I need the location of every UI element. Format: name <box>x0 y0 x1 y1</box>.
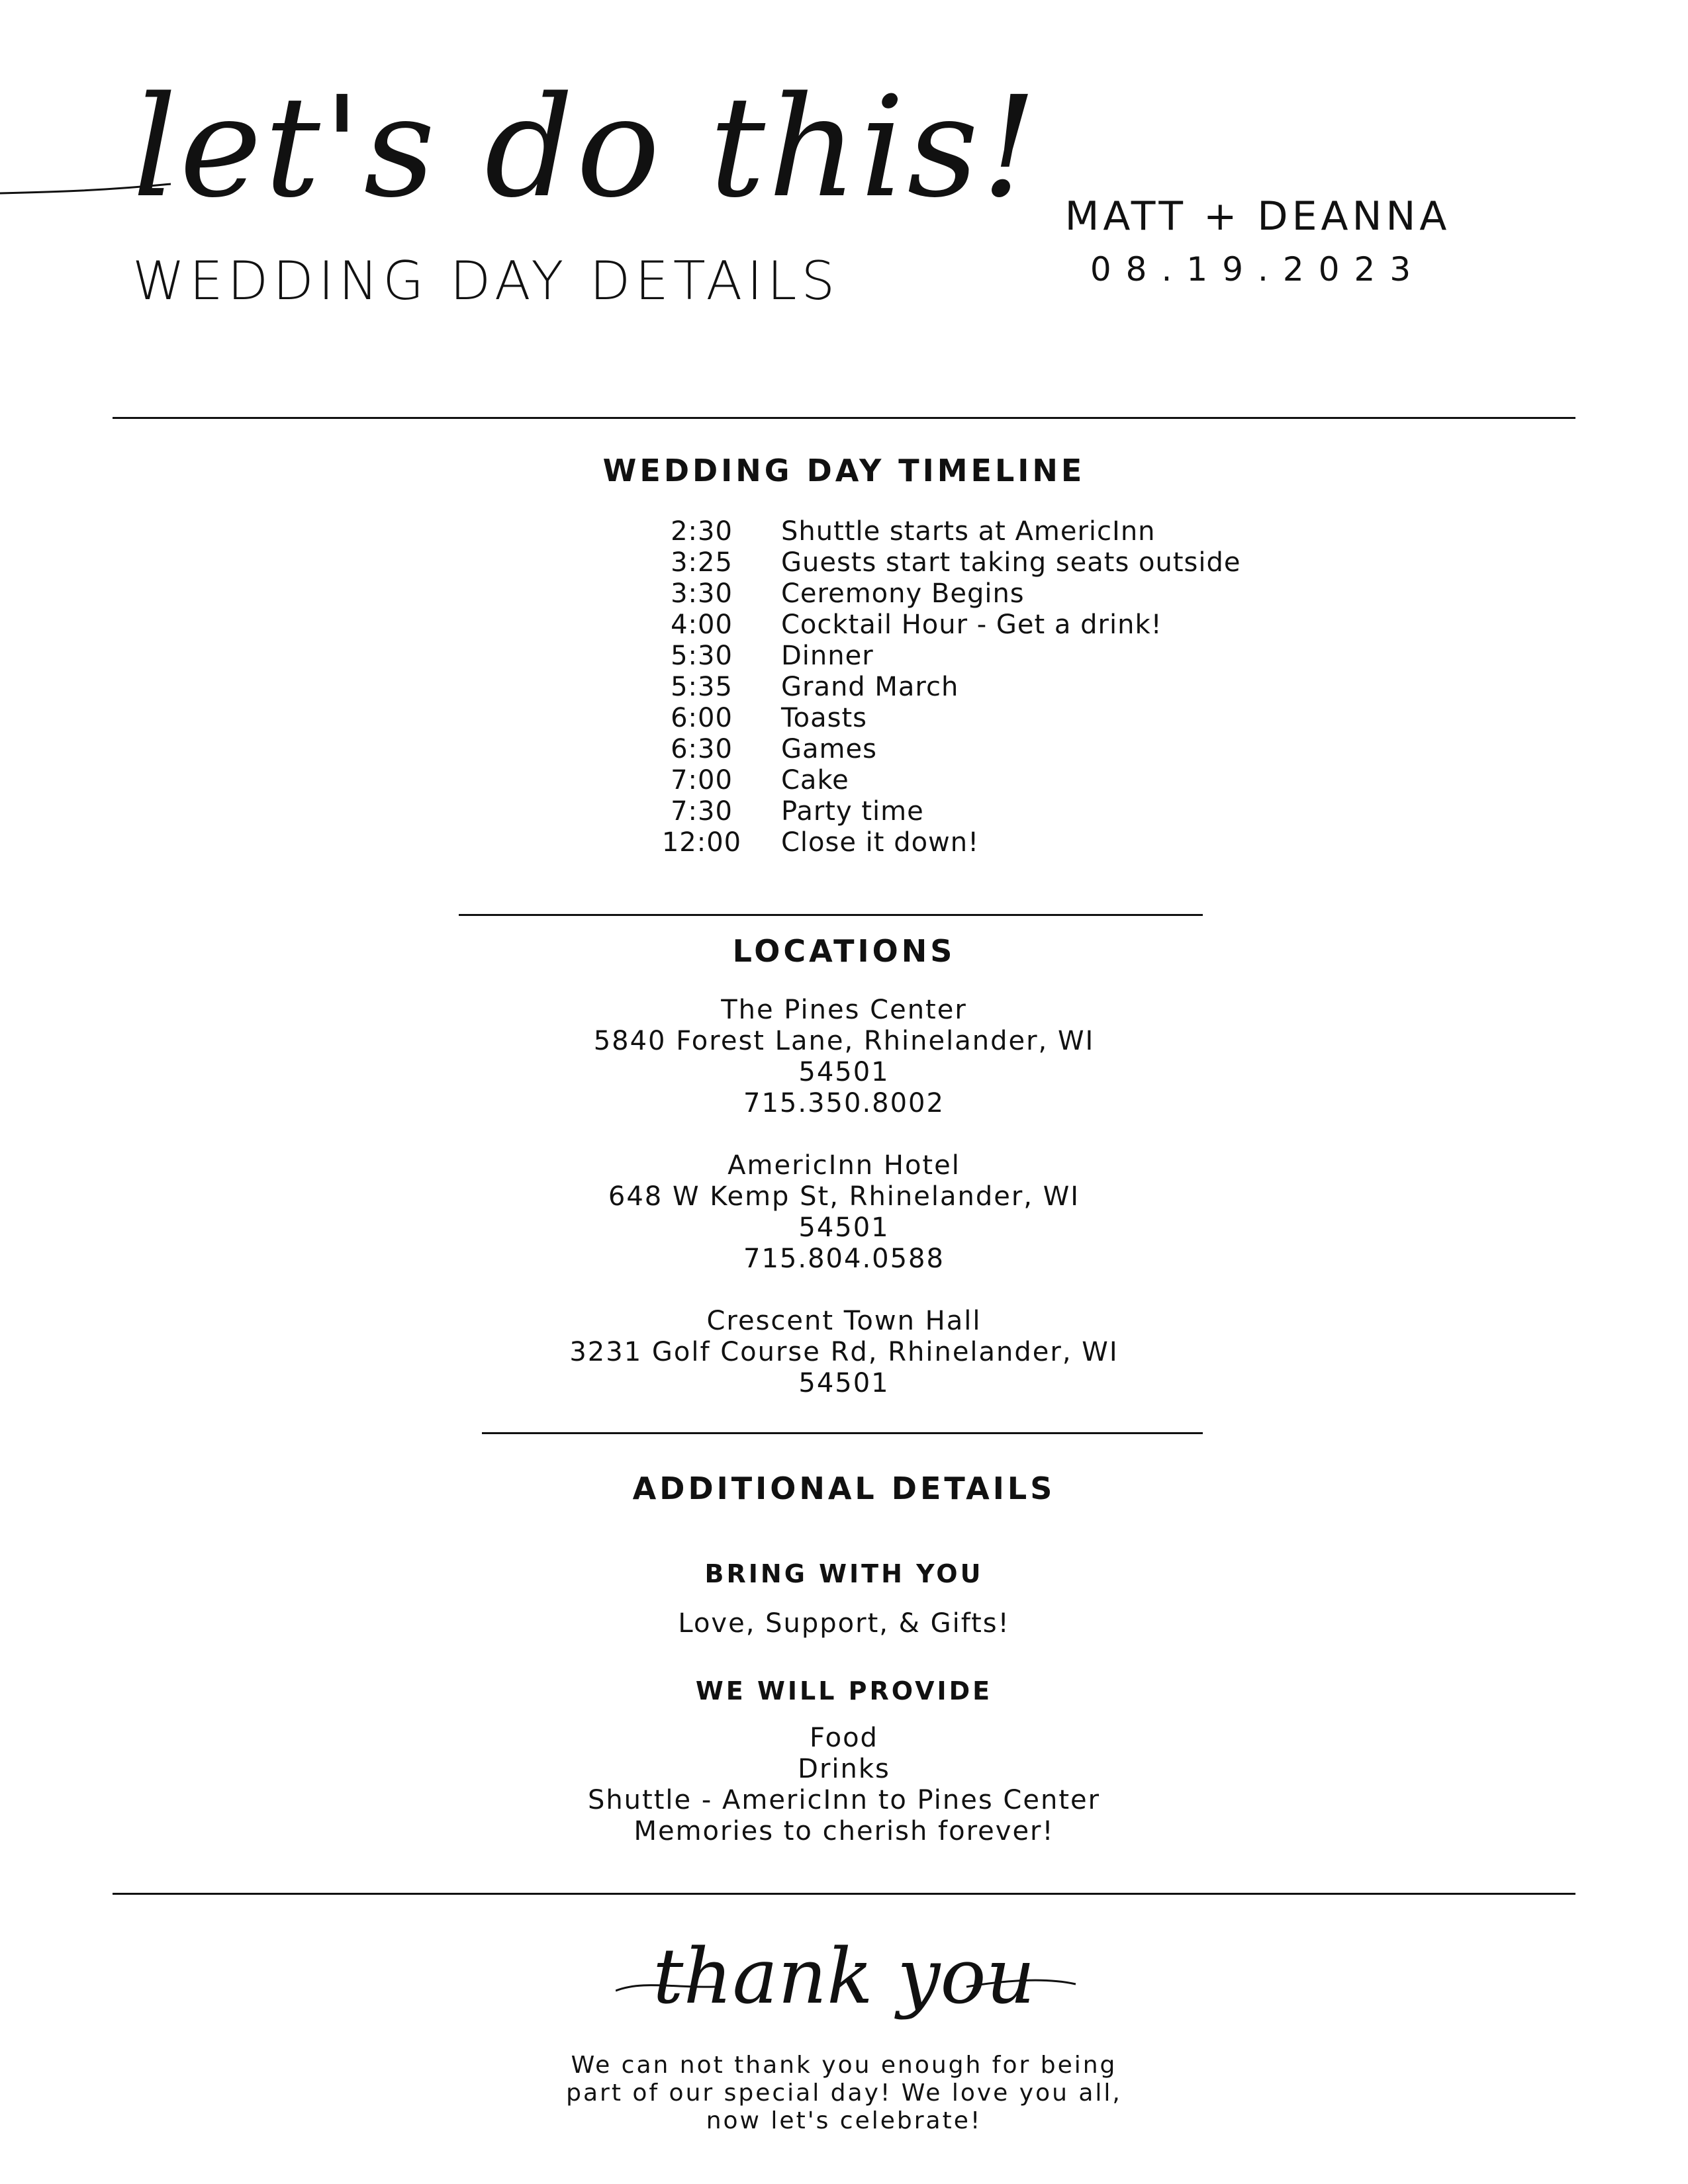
provide-list <box>0 1723 1688 1847</box>
timeline-time: 12:00 <box>661 827 742 858</box>
divider-top <box>113 417 1575 419</box>
timeline-time: 3:25 <box>671 547 733 578</box>
closing-message <box>0 2052 1688 2135</box>
location-address: 648 W Kemp St, Rhinelander, WI <box>608 1181 1080 1212</box>
we-will-provide-heading: WE WILL PROVIDE <box>695 1676 993 1706</box>
location-address: 5840 Forest Lane, Rhinelander, WI <box>593 1026 1095 1056</box>
couple-names: MATT + DEANNA <box>1064 193 1451 240</box>
location-name: Crescent Town Hall <box>706 1306 982 1336</box>
timeline-event: Dinner <box>781 641 874 671</box>
divider-timeline <box>459 914 1203 916</box>
timeline-event: Cocktail Hour - Get a drink! <box>781 610 1162 640</box>
locations-heading: LOCATIONS <box>732 933 956 969</box>
timeline-event: Shuttle starts at AmericInn <box>781 516 1156 547</box>
provide-item: Shuttle - AmericInn to Pines Center <box>587 1785 1101 1815</box>
location-crescent-town-hall <box>0 1306 1688 1399</box>
timeline-time: 3:30 <box>671 578 733 609</box>
location-americinn-hotel <box>0 1150 1688 1275</box>
timeline-event: Guests start taking seats outside <box>781 547 1241 578</box>
timeline-time: 6:00 <box>671 703 733 733</box>
divider-bottom <box>113 1893 1575 1895</box>
timeline-heading: WEDDING DAY TIMELINE <box>602 453 1086 488</box>
location-name: The Pines Center <box>721 995 967 1025</box>
timeline-event: Close it down! <box>781 827 980 858</box>
timeline-time: 5:35 <box>671 672 733 702</box>
timeline-event: Party time <box>781 796 924 827</box>
additional-details-heading: ADDITIONAL DETAILS <box>632 1471 1056 1506</box>
location-pines-center <box>0 995 1688 1119</box>
timeline-event: Cake <box>781 765 849 796</box>
timeline-event: Grand March <box>781 672 959 702</box>
timeline-time: 7:30 <box>671 796 733 827</box>
provide-item: Drinks <box>798 1754 890 1784</box>
timeline-time: 5:30 <box>671 641 733 671</box>
script-title: let's do this! <box>132 66 1040 228</box>
timeline-event: Games <box>781 734 877 764</box>
location-name: AmericInn Hotel <box>727 1150 961 1181</box>
provide-item: Food <box>810 1723 878 1753</box>
timeline-time: 4:00 <box>671 610 733 640</box>
location-zip: 54501 <box>798 1057 890 1087</box>
timeline-time: 7:00 <box>671 765 733 796</box>
timeline-event: Ceremony Begins <box>781 578 1025 609</box>
closing-line: now let's celebrate! <box>706 2107 982 2134</box>
closing-line: We can not thank you enough for being <box>571 2052 1117 2079</box>
location-zip: 54501 <box>798 1212 890 1243</box>
timeline-time: 6:30 <box>671 734 733 764</box>
bring-with-you-heading: BRING WITH YOU <box>704 1559 984 1588</box>
thank-you-script: thank you <box>653 1933 1035 2021</box>
timeline-time: 2:30 <box>671 516 733 547</box>
location-phone: 715.350.8002 <box>743 1088 945 1118</box>
provide-item: Memories to cherish forever! <box>633 1816 1055 1846</box>
wedding-date: 08.19.2023 <box>1090 250 1426 289</box>
bring-with-you-text: Love, Support, & Gifts! <box>678 1608 1010 1639</box>
timeline-event: Toasts <box>781 703 867 733</box>
divider-locations <box>482 1432 1203 1434</box>
closing-line: part of our special day! We love you all, <box>566 2079 1122 2107</box>
location-address: 3231 Golf Course Rd, Rhinelander, WI <box>569 1337 1119 1367</box>
location-zip: 54501 <box>798 1368 890 1398</box>
location-phone: 715.804.0588 <box>743 1244 945 1274</box>
page-title: WEDDING DAY DETAILS <box>132 250 840 312</box>
